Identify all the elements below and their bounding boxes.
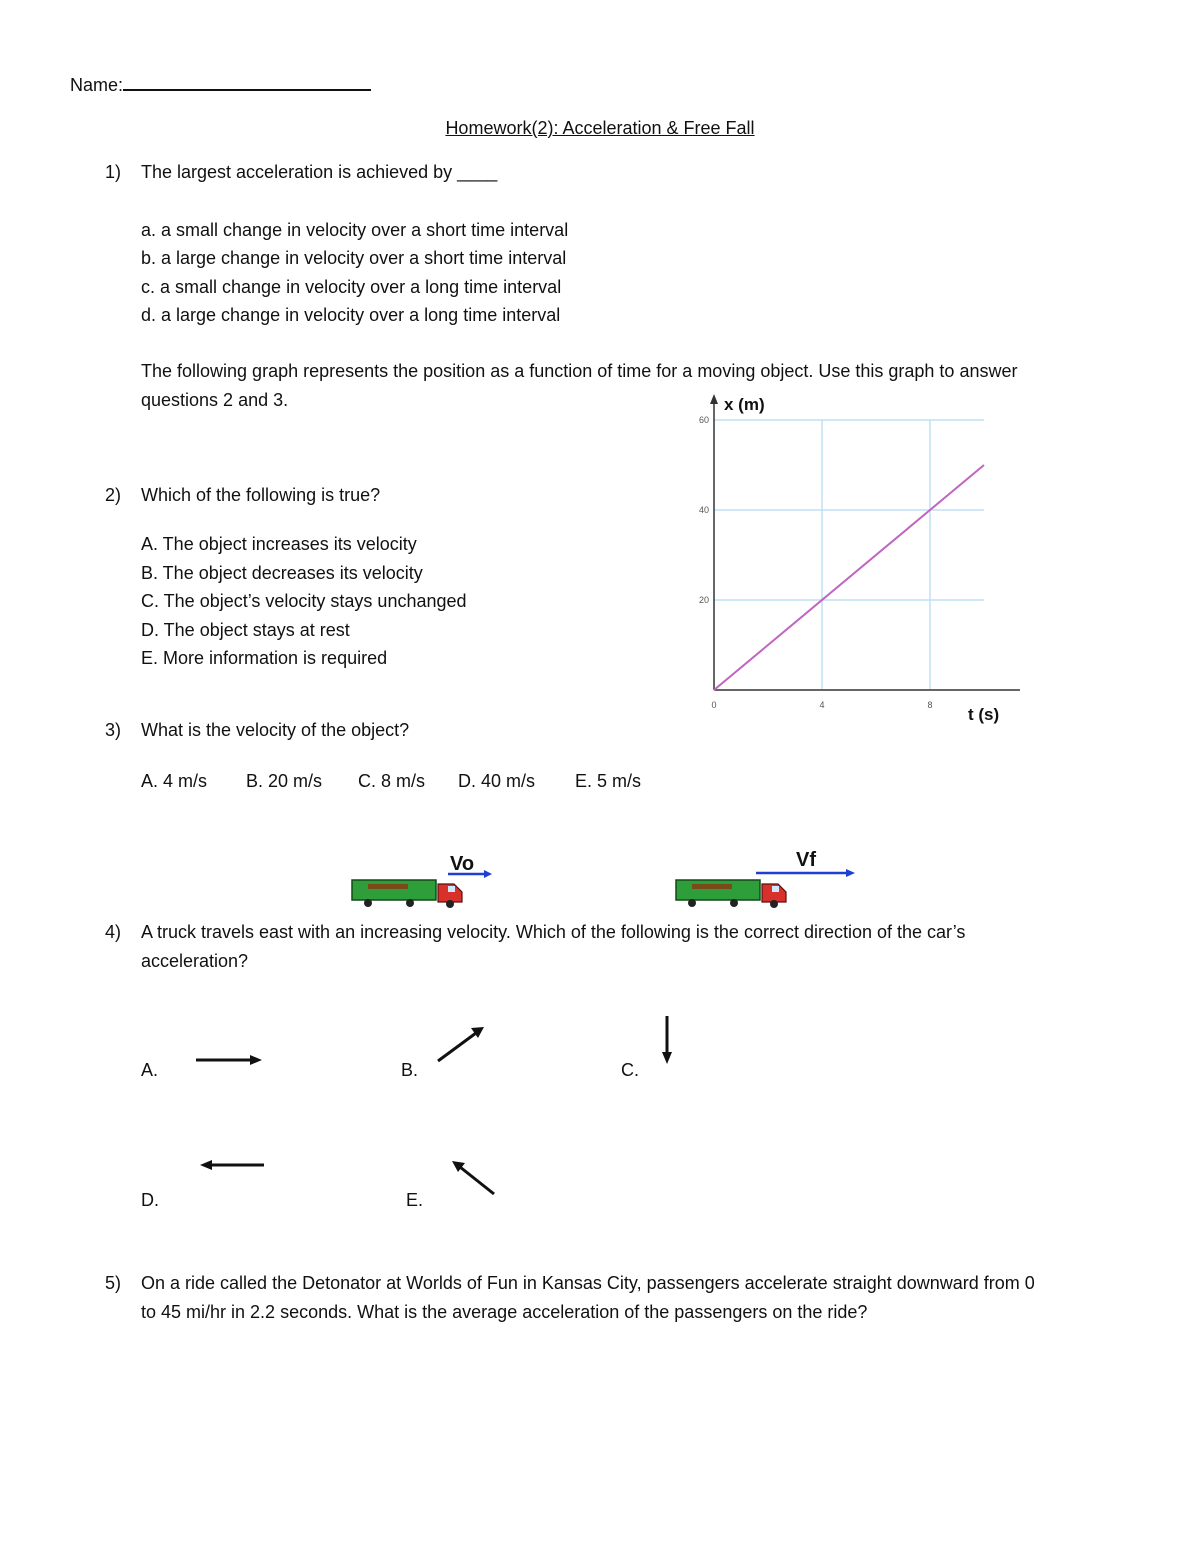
chart-grid	[714, 420, 984, 690]
up-left-arrow-icon[interactable]	[448, 1158, 498, 1198]
name-field[interactable]	[70, 75, 371, 97]
q3-number: 3)	[105, 720, 122, 740]
right-arrow-icon[interactable]	[194, 1050, 266, 1070]
q3-option-d[interactable]: D. 40 m/s	[458, 771, 536, 791]
q2-option-a[interactable]: A. The object increases its velocity	[141, 534, 417, 554]
truck-wheel-icon	[364, 899, 372, 907]
q3-option-c[interactable]: C. 8 m/s	[358, 771, 426, 791]
y-tick-label: 60	[698, 415, 709, 425]
q1-option-b[interactable]: b. a large change in velocity over a short time interval	[141, 248, 567, 268]
v0-arrowhead-icon	[484, 870, 492, 878]
q4-text-line2: acceleration?	[141, 951, 249, 971]
q2-option-b[interactable]: B. The object decreases its velocity	[141, 563, 423, 583]
q2-option-e[interactable]: E. More information is required	[141, 648, 388, 668]
x-tick-label: 8	[927, 700, 933, 710]
truck-wheel-icon	[688, 899, 696, 907]
q2-option-c[interactable]: C. The object’s velocity stays unchanged	[141, 591, 467, 611]
chart-ticks	[699, 415, 933, 710]
q2-text: Which of the following is true?	[141, 485, 381, 505]
q3-option-b[interactable]: B. 20 m/s	[246, 771, 323, 791]
name-blank-line[interactable]	[123, 75, 371, 91]
x-tick-label: 4	[819, 700, 825, 710]
q1-option-d[interactable]: d. a large change in velocity over a long time interval	[141, 305, 561, 325]
chart-axes	[710, 394, 1020, 694]
truck-initial	[350, 848, 500, 908]
q2-number: 2)	[105, 485, 122, 505]
y-axis-label: x (m)	[724, 395, 765, 414]
v0-label: Vo	[450, 853, 475, 875]
q4-choice-c[interactable]: C.	[621, 1060, 639, 1080]
q4-text-line1: A truck travels east with an increasing velocity. Which of the following is the correct direction of the car’s	[141, 922, 966, 942]
x-tick-label: 0	[711, 700, 717, 710]
name-label: Name:	[70, 75, 124, 95]
position-series-line	[714, 465, 984, 690]
graph-intro-line1: The following graph represents the position as a function of time for a moving object. Use this graph to answer	[141, 361, 1018, 381]
q3-option-e[interactable]: E. 5 m/s	[575, 771, 642, 791]
q3-option-a[interactable]: A. 4 m/s	[141, 771, 208, 791]
truck-final	[674, 844, 864, 908]
truck-trailer-icon	[352, 880, 436, 900]
q2-option-d[interactable]: D. The object stays at rest	[141, 620, 350, 640]
left-arrow-icon[interactable]	[196, 1155, 268, 1175]
down-arrow-icon[interactable]	[656, 1014, 678, 1066]
position-time-chart	[680, 390, 1020, 730]
q4-number: 4)	[105, 922, 122, 942]
q5-number: 5)	[105, 1273, 122, 1293]
q1-text: The largest acceleration is achieved by ____	[141, 162, 498, 182]
q5-text-line2: to 45 mi/hr in 2.2 seconds. What is the average acceleration of the passengers on the ride?	[141, 1302, 868, 1322]
q3-text: What is the velocity of the object?	[141, 720, 410, 740]
q4-choice-a[interactable]: A.	[141, 1060, 159, 1080]
y-axis-arrow-icon	[710, 394, 718, 404]
q1-number: 1)	[105, 162, 122, 182]
q5-text-line1: On a ride called the Detonator at Worlds of Fun in Kansas City, passengers accelerate straight downward from 0	[141, 1273, 1035, 1293]
vf-arrowhead-icon	[846, 869, 855, 877]
y-tick-label: 40	[698, 505, 709, 515]
q1-option-a[interactable]: a. a small change in velocity over a short time interval	[141, 220, 569, 240]
truck-trailer-icon	[676, 880, 760, 900]
q1-option-c[interactable]: c. a small change in velocity over a long time interval	[141, 277, 562, 297]
q4-choice-d[interactable]: D.	[141, 1190, 159, 1210]
chart-series	[714, 465, 984, 690]
q4-choice-b[interactable]: B.	[401, 1060, 419, 1080]
x-axis-label: t (s)	[968, 705, 1000, 724]
y-tick-label: 20	[698, 595, 709, 605]
worksheet-title: Homework(2): Acceleration & Free Fall	[445, 118, 755, 138]
q4-choice-e[interactable]: E.	[406, 1190, 424, 1210]
vf-label: Vf	[796, 849, 816, 871]
up-right-arrow-icon[interactable]	[434, 1024, 488, 1066]
graph-intro-line2: questions 2 and 3.	[141, 390, 289, 410]
